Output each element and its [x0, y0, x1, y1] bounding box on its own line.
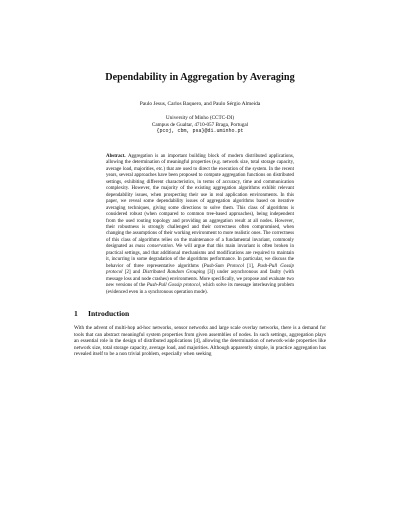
paper-authors: Paulo Jesus, Carlos Baquero, and Paulo Sérgio Almeida	[139, 101, 261, 107]
abstract-text-4: [2] and	[122, 270, 143, 276]
section-heading	[74, 309, 129, 318]
affiliation-institution: University of Minho (CCTC-DI)	[165, 115, 235, 121]
section-body: With the advent of multi-hop ad-hoc networks, sensor networks and large scale overlay networks, there is a demand for tools that can abstract meaningful system properties from given assemblies of nodes. In such settings, aggregation plays an essential role in the design of distributed applications [4], allowing the determination of network-wide properties like network size, total storage capacity, average load, and majorities. Although apparently simple, in practice aggregation has revealed itself to be a non trivial problem, especially when seeking	[74, 325, 326, 358]
abstract-text-3: [1],	[243, 263, 258, 269]
abstract	[106, 154, 294, 296]
affiliation-address: Campus de Gualtar, 4710-057 Braga, Portugal	[151, 121, 249, 128]
abstract-term-push-pull-2: Push-Pull Gossip protocol	[146, 283, 200, 289]
abstract-text-1: Aggregation is an important building block of modern distributed applications, allowing the determination of meaningful properties (e.g. network size, total storage capacity, average load, majorities, etc.) that are used to direct the execution of the system. In the recent years, several approaches have been proposed to compute aggregation functions on distributed settings, exhibiting different characteristics, in terms of accuracy, time and communication complexity. However, the majority of the existing aggregation algorithms exhibit relevant dependability issues, when prospecting their use in real application environments. In this paper, we reveal some dependability issues of aggregation algorithms based on iterative averaging techniques, giving some directions to solve them. This class of algorithms is considered robust (when compared to common tree-based approaches), being independent from the used routing topology and providing an aggregation result at all nodes. However, their robustness is strongly challenged and their correctness often compromised, when changing the assumptions of their working environment to more realistic ones. The correctness of this class of algorithms relies on the maintenance of a fundamental invariant, commonly designated as	[106, 154, 294, 250]
paper-title: Dependability in Aggregation by Averaging	[105, 72, 295, 83]
affiliation	[40, 115, 360, 135]
abstract-label: Abstract.	[106, 154, 126, 159]
section-number: 1	[74, 309, 78, 318]
abstract-term-push-sum: Push-Sum Protocol	[203, 263, 244, 269]
affiliation-email: {pcoj, cbm, psa}@di.uminho.pt	[156, 128, 244, 135]
abstract-text-2: . We will argue that this main invariant is often broken in practical settings, and that additional mechanisms and modifications are required to maintain it, incurring in some degradation of the algorithms performance. In particular, we discuss the behavior of three representative algorithms (	[106, 244, 294, 269]
abstract-term-mass-conservation: mass conservation	[135, 244, 173, 250]
section-title: Introduction	[88, 309, 130, 318]
abstract-text-5: [3]) under asynchronous and faulty (with message loss and node crashes) environments. More specifically, we propose and evaluate two new versions of the	[106, 270, 294, 289]
abstract-term-random-grouping: Distributed Random Grouping	[142, 270, 206, 276]
abstract-term-push-pull: Push-Pull Gossip protocol	[106, 263, 294, 276]
abstract-text-6: , which solve its message interleaving problem (evidenced even in a synchronous operation mode).	[106, 283, 294, 295]
